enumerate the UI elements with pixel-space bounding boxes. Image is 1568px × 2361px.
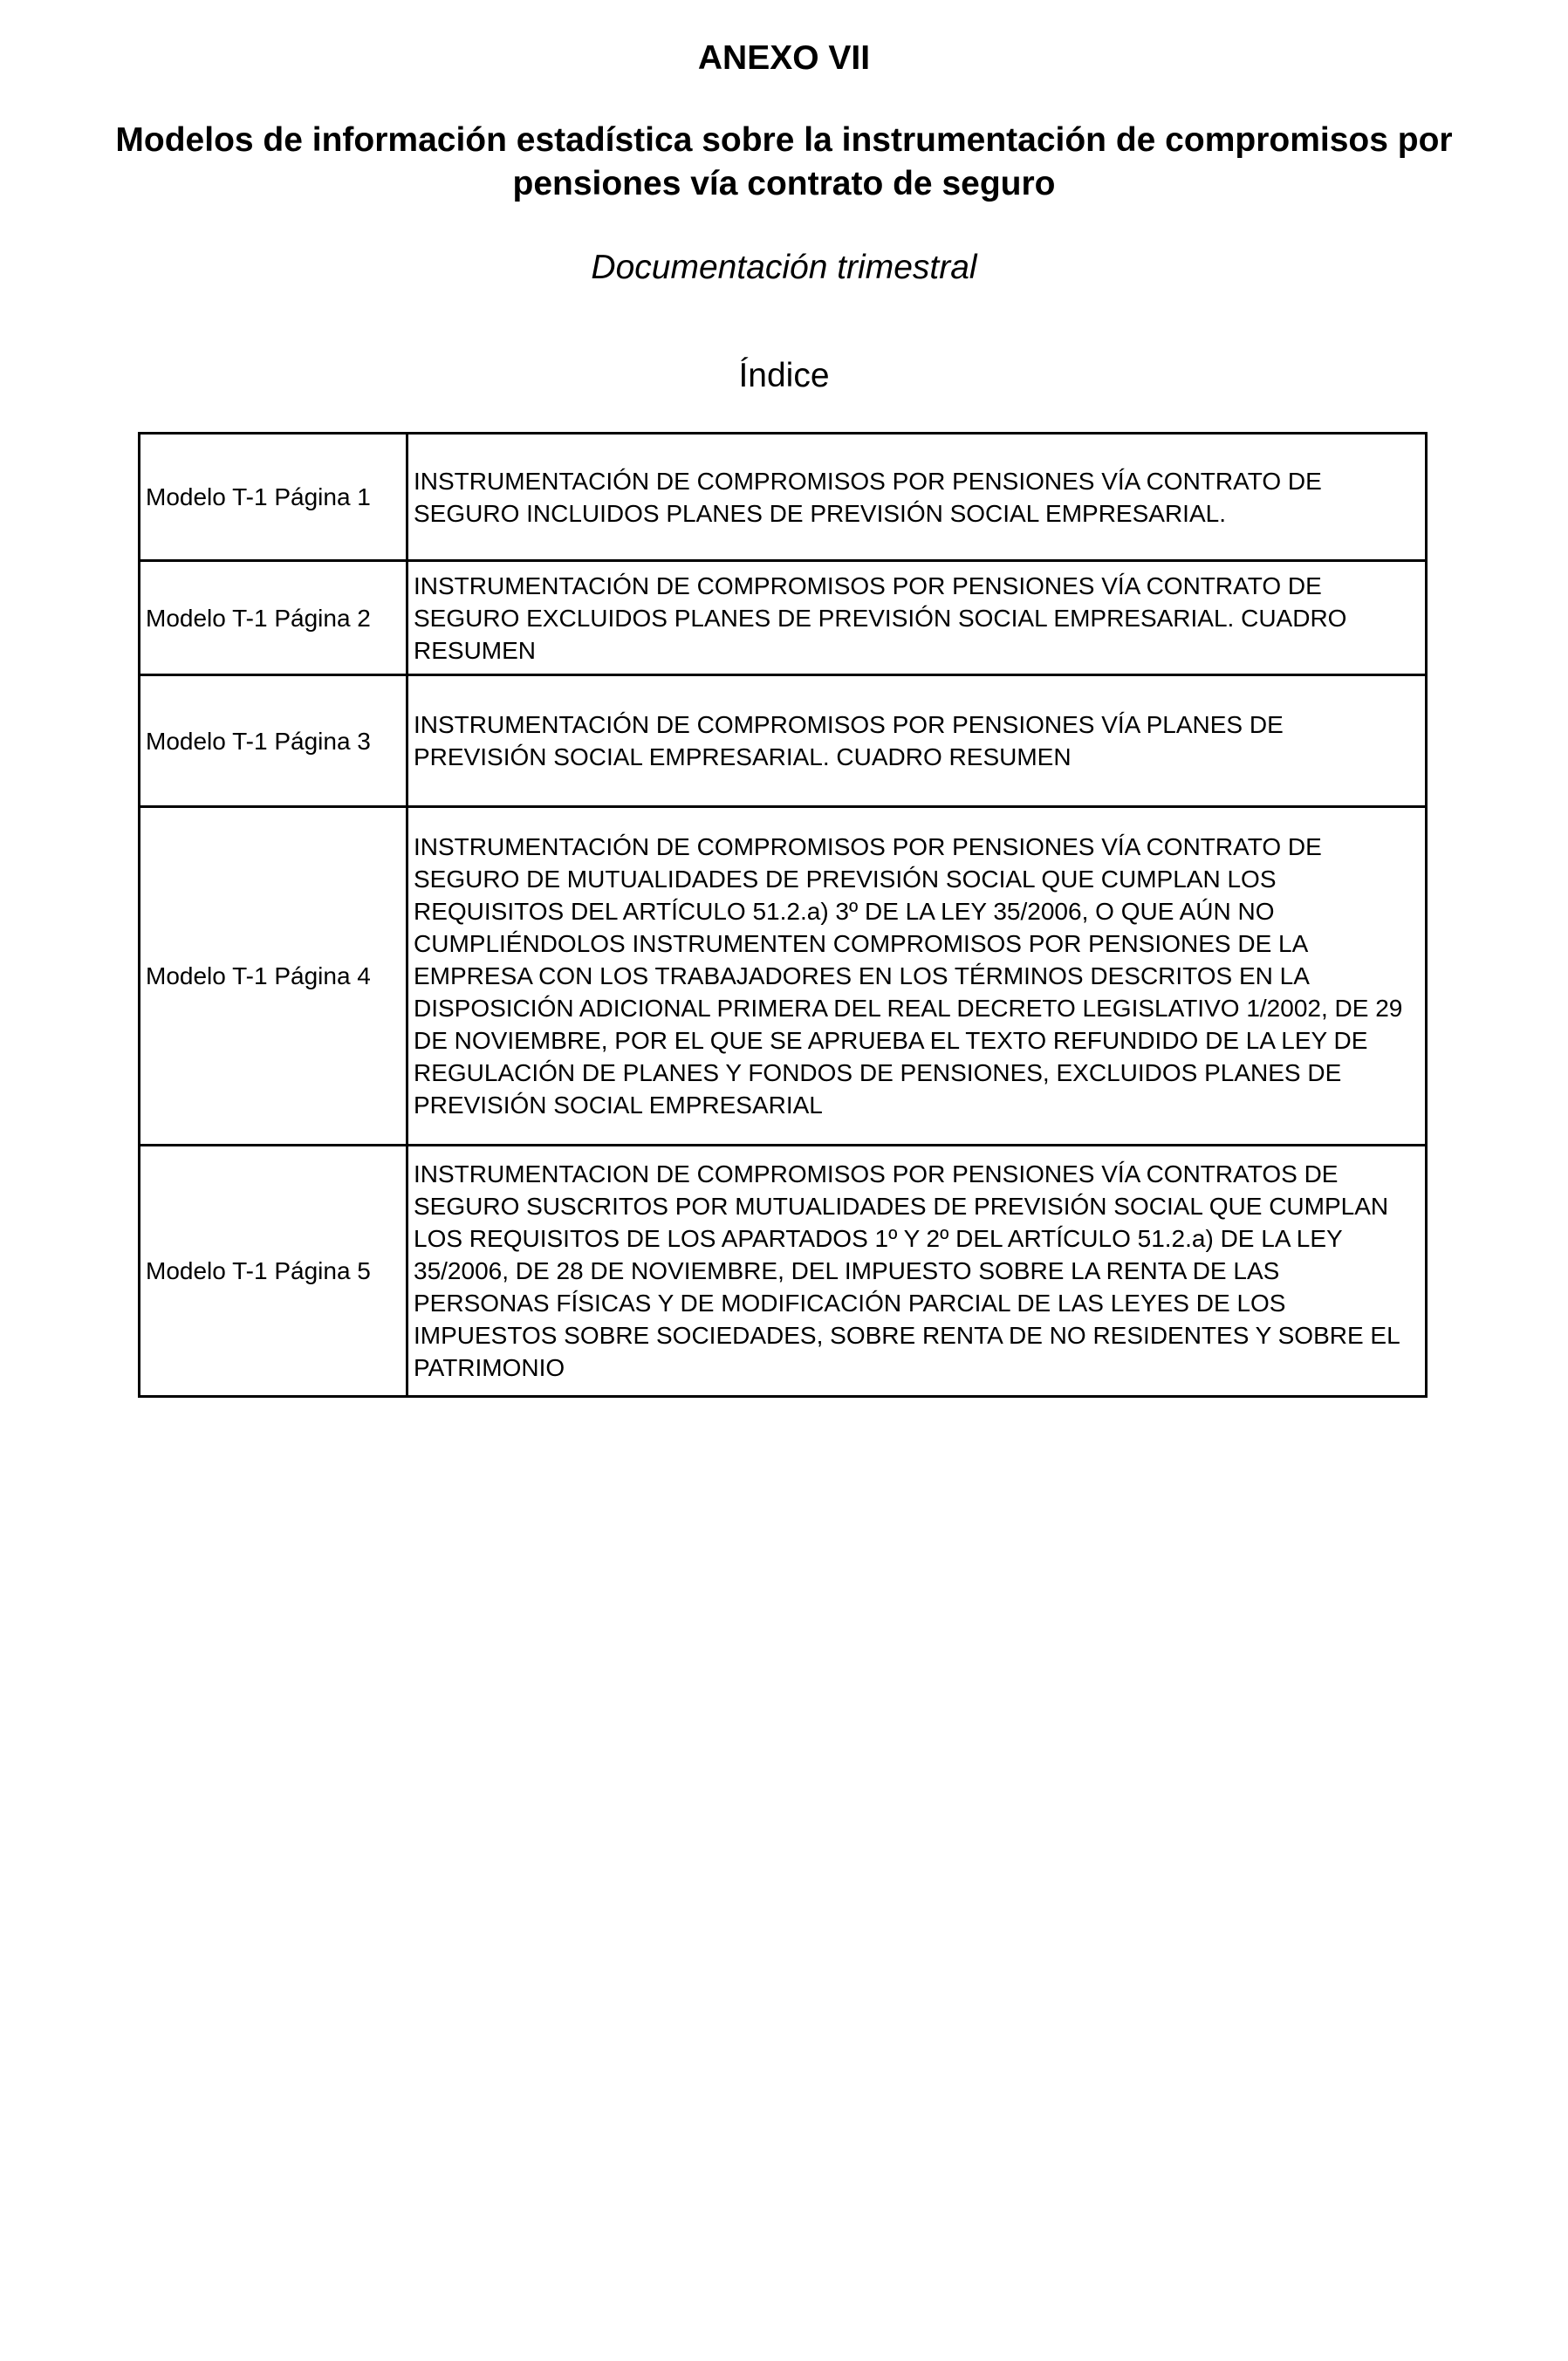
- index-title: Índice: [738, 357, 830, 394]
- table-row: [140, 807, 1427, 1146]
- model-cell: Modelo T-1 Página 1: [140, 434, 407, 561]
- annex-heading: ANEXO VII: [697, 39, 871, 77]
- table-row: [140, 561, 1427, 675]
- document-title: Modelos de información estadística sobre la instrumentación de compromisos por pensiones vía contrato de seguro: [115, 121, 1453, 202]
- model-cell: Modelo T-1 Página 5: [140, 1146, 407, 1397]
- description-cell: INSTRUMENTACION DE COMPROMISOS POR PENSIONES VÍA CONTRATOS DE SEGURO SUSCRITOS POR MUTUALIDADES DE PREVISIÓN SOCIAL QUE CUMPLAN LOS REQUISITOS DE LOS APARTADOS 1º Y 2º DEL ARTÍCULO 51.2.a) DE LA LEY 35/2006, DE 28 DE NOVIEMBRE, DEL IMPUESTO SOBRE LA RENTA DE LAS PERSONAS FÍSICAS Y DE MODIFICACIÓN PARCIAL DE LAS LEYES DE LOS IMPUESTOS SOBRE SOCIEDADES, SOBRE RENTA DE NO RESIDENTES Y SOBRE EL PATRIMONIO: [407, 1146, 1427, 1397]
- description-cell: INSTRUMENTACIÓN DE COMPROMISOS POR PENSIONES VÍA CONTRATO DE SEGURO DE MUTUALIDADES DE PREVISIÓN SOCIAL QUE CUMPLAN LOS REQUISITOS DEL ARTÍCULO 51.2.a) 3º DE LA LEY 35/2006, O QUE AÚN NO CUMPLIÉNDOLOS INSTRUMENTEN COMPROMISOS POR PENSIONES DE LA EMPRESA CON LOS TRABAJADORES EN LOS TÉRMINOS DESCRITOS EN LA DISPOSICIÓN ADICIONAL PRIMERA DEL REAL DECRETO LEGISLATIVO 1/2002, DE 29 DE NOVIEMBRE, POR EL QUE SE APRUEBA EL TEXTO REFUNDIDO DE LA LEY DE REGULACIÓN DE PLANES Y FONDOS DE PENSIONES, EXCLUIDOS PLANES DE PREVISIÓN SOCIAL EMPRESARIAL: [407, 807, 1427, 1146]
- index-table: [138, 432, 1428, 1398]
- table-row: [140, 675, 1427, 807]
- table-row: [140, 1146, 1427, 1397]
- description-cell: INSTRUMENTACIÓN DE COMPROMISOS POR PENSIONES VÍA CONTRATO DE SEGURO EXCLUIDOS PLANES DE PREVISIÓN SOCIAL EMPRESARIAL. CUADRO RESUMEN: [407, 561, 1427, 675]
- model-cell: Modelo T-1 Página 2: [140, 561, 407, 675]
- model-cell: Modelo T-1 Página 3: [140, 675, 407, 807]
- table-row: [140, 434, 1427, 561]
- description-cell: INSTRUMENTACIÓN DE COMPROMISOS POR PENSIONES VÍA PLANES DE PREVISIÓN SOCIAL EMPRESARIAL. CUADRO RESUMEN: [407, 675, 1427, 807]
- document-subtitle: Documentación trimestral: [591, 249, 977, 286]
- model-cell: Modelo T-1 Página 4: [140, 807, 407, 1146]
- description-cell: INSTRUMENTACIÓN DE COMPROMISOS POR PENSIONES VÍA CONTRATO DE SEGURO INCLUIDOS PLANES DE PREVISIÓN SOCIAL EMPRESARIAL.: [407, 434, 1427, 561]
